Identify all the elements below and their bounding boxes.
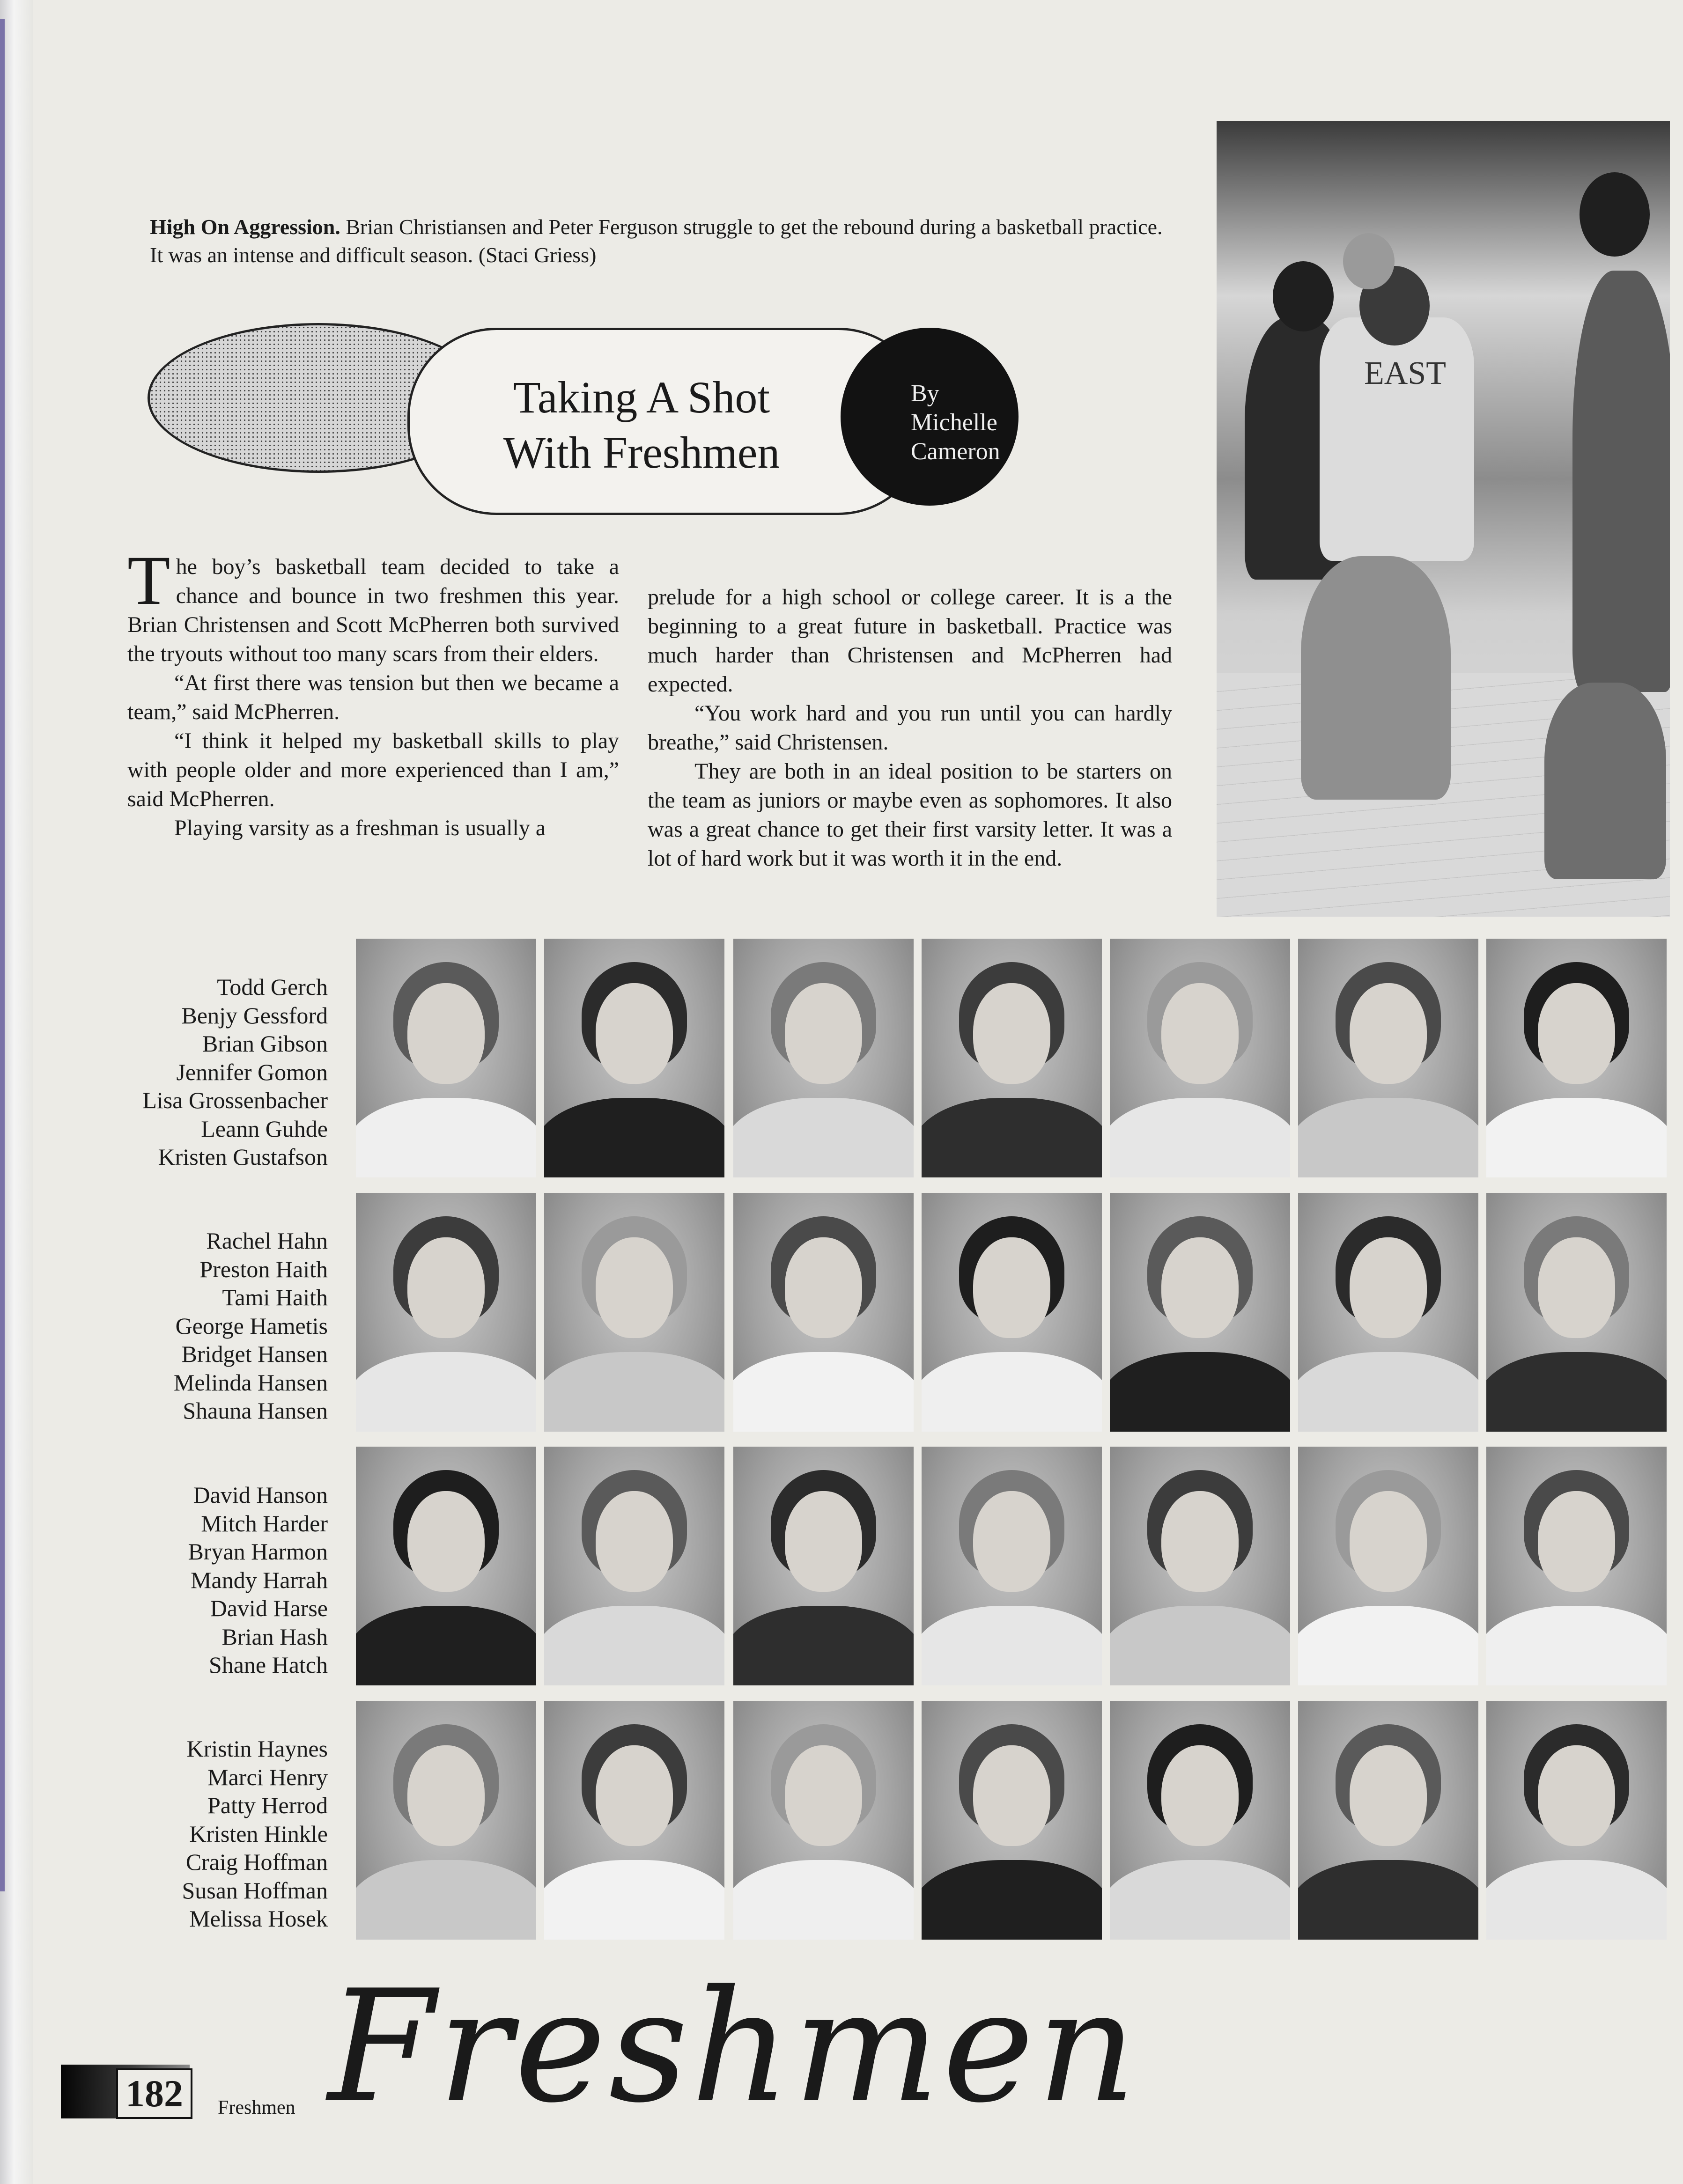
portrait-shirt <box>356 1860 536 1940</box>
portrait-face <box>1350 1491 1427 1592</box>
byline-by: By <box>911 380 939 407</box>
page-binding <box>0 0 33 2184</box>
student-portrait <box>1298 1701 1478 1940</box>
portrait-shirt <box>1486 1606 1667 1685</box>
portrait-face <box>973 983 1050 1084</box>
portrait-face <box>407 1745 485 1846</box>
portrait-face <box>1161 1491 1239 1592</box>
portrait-face <box>407 983 485 1084</box>
student-name: Shane Hatch <box>208 1652 328 1678</box>
name-list-row-2 <box>84 1227 328 1425</box>
student-name: Tami Haith <box>222 1284 328 1310</box>
student-portrait <box>544 939 724 1177</box>
caption-text: Brian Christiansen and Peter Ferguson struggle to get the rebound during a basketball practice. It was an intense and difficult season. (Staci Griess) <box>150 215 1163 267</box>
student-name: Kristin Haynes <box>186 1735 328 1762</box>
portrait-face <box>1538 1491 1615 1592</box>
student-name: Brian Gibson <box>202 1030 328 1057</box>
player-center-legs <box>1301 556 1451 800</box>
student-portrait <box>733 1193 914 1432</box>
portrait-shirt <box>544 1352 724 1432</box>
article-column-right <box>648 583 1172 873</box>
byline-first: Michelle <box>911 409 997 436</box>
student-name: Kristen Hinkle <box>189 1820 328 1847</box>
player-back-head <box>1343 233 1395 289</box>
title-line-2: With Freshmen <box>503 427 780 478</box>
portrait-face <box>1161 983 1239 1084</box>
student-portrait <box>1486 939 1667 1177</box>
portrait-face <box>973 1237 1050 1338</box>
student-portrait <box>1486 1447 1667 1685</box>
portrait-shirt <box>1298 1860 1478 1940</box>
student-name: Mitch Harder <box>201 1510 328 1537</box>
student-name: Marci Henry <box>207 1764 328 1790</box>
student-portrait <box>1110 1447 1290 1685</box>
student-portrait <box>733 1701 914 1940</box>
page-number: 182 <box>116 2068 192 2119</box>
portrait-shirt <box>733 1352 914 1432</box>
portrait-shirt <box>544 1098 724 1177</box>
student-name: Mandy Harrah <box>191 1566 328 1593</box>
portrait-shirt <box>733 1606 914 1685</box>
portrait-face <box>596 983 673 1084</box>
portrait-shirt <box>1486 1352 1667 1432</box>
portrait-shirt <box>544 1606 724 1685</box>
portrait-shirt <box>922 1352 1102 1432</box>
portrait-shirt <box>922 1606 1102 1685</box>
student-name: Craig Hoffman <box>185 1849 328 1875</box>
student-portrait <box>733 1447 914 1685</box>
student-portrait <box>356 1701 536 1940</box>
student-name: Preston Haith <box>199 1256 328 1282</box>
student-name: George Hametis <box>175 1312 328 1339</box>
section-title: Freshmen <box>328 1957 1139 2137</box>
student-name: David Harse <box>210 1595 328 1621</box>
student-portrait <box>922 939 1102 1177</box>
player-right-legs <box>1544 683 1666 879</box>
student-name: Brian Hash <box>221 1623 328 1650</box>
byline-last: Cameron <box>911 438 1000 465</box>
jersey-text: EAST <box>1364 355 1446 391</box>
student-name: David Hanson <box>193 1482 328 1508</box>
portrait-face <box>1161 1237 1239 1338</box>
portrait-shirt <box>1110 1098 1290 1177</box>
student-portrait <box>922 1193 1102 1432</box>
article-p6: “You work hard and you run until you can hardly breathe,” said Christensen. <box>648 701 1172 755</box>
portrait-face <box>596 1745 673 1846</box>
portrait-face <box>1538 1745 1615 1846</box>
portrait-shirt <box>544 1860 724 1940</box>
portrait-face <box>407 1491 485 1592</box>
name-list-row-4 <box>84 1735 328 1933</box>
portrait-shirt <box>356 1352 536 1432</box>
student-portrait <box>922 1701 1102 1940</box>
portrait-shirt <box>356 1098 536 1177</box>
name-list-row-1 <box>84 973 328 1171</box>
student-name: Benjy Gessford <box>181 1002 328 1029</box>
article-p1: he boy’s basketball team decided to take a chance and bounce in two freshmen this year. Brian Christensen and Scott McPherren both survived the tryouts without too many scars from their elders. <box>127 554 619 666</box>
student-name: Melissa Hosek <box>189 1905 328 1932</box>
portrait-shirt <box>1486 1860 1667 1940</box>
portrait-shirt <box>1298 1352 1478 1432</box>
caption-bold: High On Aggression. <box>150 215 340 239</box>
article-p3: “I think it helped my basketball skills to play with people older and more experienced than I am,” said McPherren. <box>127 728 619 811</box>
student-portrait <box>733 939 914 1177</box>
portrait-face <box>973 1491 1050 1592</box>
portrait-shirt <box>922 1860 1102 1940</box>
name-list-row-3 <box>84 1481 328 1679</box>
student-name: Jennifer Gomon <box>176 1059 328 1085</box>
portrait-shirt <box>1110 1352 1290 1432</box>
student-portrait <box>922 1447 1102 1685</box>
article-p7: They are both in an ideal position to be starters on the team as juniors or maybe even as sophomores. It also was a great chance to get their first varsity letter. It was a lot of hard work but it was worth it in the end. <box>648 759 1172 871</box>
article-p4: Playing varsity as a freshman is usually a <box>174 816 546 840</box>
binding-edge <box>0 19 5 1891</box>
portrait-face <box>596 1491 673 1592</box>
student-name: Susan Hoffman <box>182 1877 328 1904</box>
student-name: Patty Herrod <box>207 1792 328 1818</box>
portrait-face <box>1350 983 1427 1084</box>
portrait-face <box>1161 1745 1239 1846</box>
portrait-face <box>785 1491 862 1592</box>
portrait-face <box>1350 1237 1427 1338</box>
player-right-head <box>1580 172 1650 257</box>
student-portrait <box>1298 939 1478 1177</box>
student-portrait <box>1298 1193 1478 1432</box>
article-title <box>450 370 834 480</box>
student-portrait <box>544 1701 724 1940</box>
portrait-shirt <box>1110 1860 1290 1940</box>
portrait-face <box>407 1237 485 1338</box>
portrait-shirt <box>922 1098 1102 1177</box>
student-portrait <box>356 1193 536 1432</box>
basketball-photo <box>1217 121 1670 917</box>
article-column-left <box>127 542 619 843</box>
player-center-jersey <box>1320 317 1474 561</box>
portrait-shirt <box>356 1606 536 1685</box>
student-portrait <box>1486 1701 1667 1940</box>
portrait-face <box>1538 983 1615 1084</box>
portrait-face <box>785 1745 862 1846</box>
student-portrait <box>1110 1701 1290 1940</box>
portrait-shirt <box>1110 1606 1290 1685</box>
student-name: Melinda Hansen <box>173 1369 328 1396</box>
article-p2: “At first there was tension but then we became a team,” said McPherren. <box>127 670 619 724</box>
student-name: Leann Guhde <box>201 1115 328 1142</box>
student-name: Shauna Hansen <box>183 1397 328 1424</box>
student-portrait <box>1298 1447 1478 1685</box>
portrait-shirt <box>733 1860 914 1940</box>
student-name: Rachel Hahn <box>206 1228 328 1254</box>
student-name: Bryan Harmon <box>188 1538 328 1565</box>
title-line-1: Taking A Shot <box>513 372 770 422</box>
student-portrait <box>544 1447 724 1685</box>
portrait-face <box>1538 1237 1615 1338</box>
student-portrait <box>1110 1193 1290 1432</box>
portrait-face <box>596 1237 673 1338</box>
player-right <box>1572 271 1670 692</box>
student-portrait <box>544 1193 724 1432</box>
photo-caption <box>150 213 1180 269</box>
section-label: Freshmen <box>218 2097 295 2118</box>
portrait-shirt <box>733 1098 914 1177</box>
byline <box>911 379 1023 466</box>
student-portrait <box>1110 939 1290 1177</box>
student-portrait <box>356 939 536 1177</box>
student-portrait <box>356 1447 536 1685</box>
portrait-face <box>973 1745 1050 1846</box>
portrait-shirt <box>1298 1606 1478 1685</box>
drop-cap: T <box>127 542 170 619</box>
portrait-shirt <box>1298 1098 1478 1177</box>
student-portrait <box>1486 1193 1667 1432</box>
article-p5: prelude for a high school or college career. It is a the beginning to a great future in basketball. Practice was much harder than Christensen and McPherren had expected. <box>648 585 1172 697</box>
student-name: Lisa Grossenbacher <box>142 1087 328 1113</box>
portrait-shirt <box>1486 1098 1667 1177</box>
portrait-face <box>785 983 862 1084</box>
portrait-face <box>1350 1745 1427 1846</box>
student-name: Kristen Gustafson <box>158 1144 328 1170</box>
portrait-face <box>785 1237 862 1338</box>
student-name: Bridget Hansen <box>181 1341 328 1367</box>
player-left-head <box>1273 261 1334 331</box>
student-name: Todd Gerch <box>217 974 328 1000</box>
